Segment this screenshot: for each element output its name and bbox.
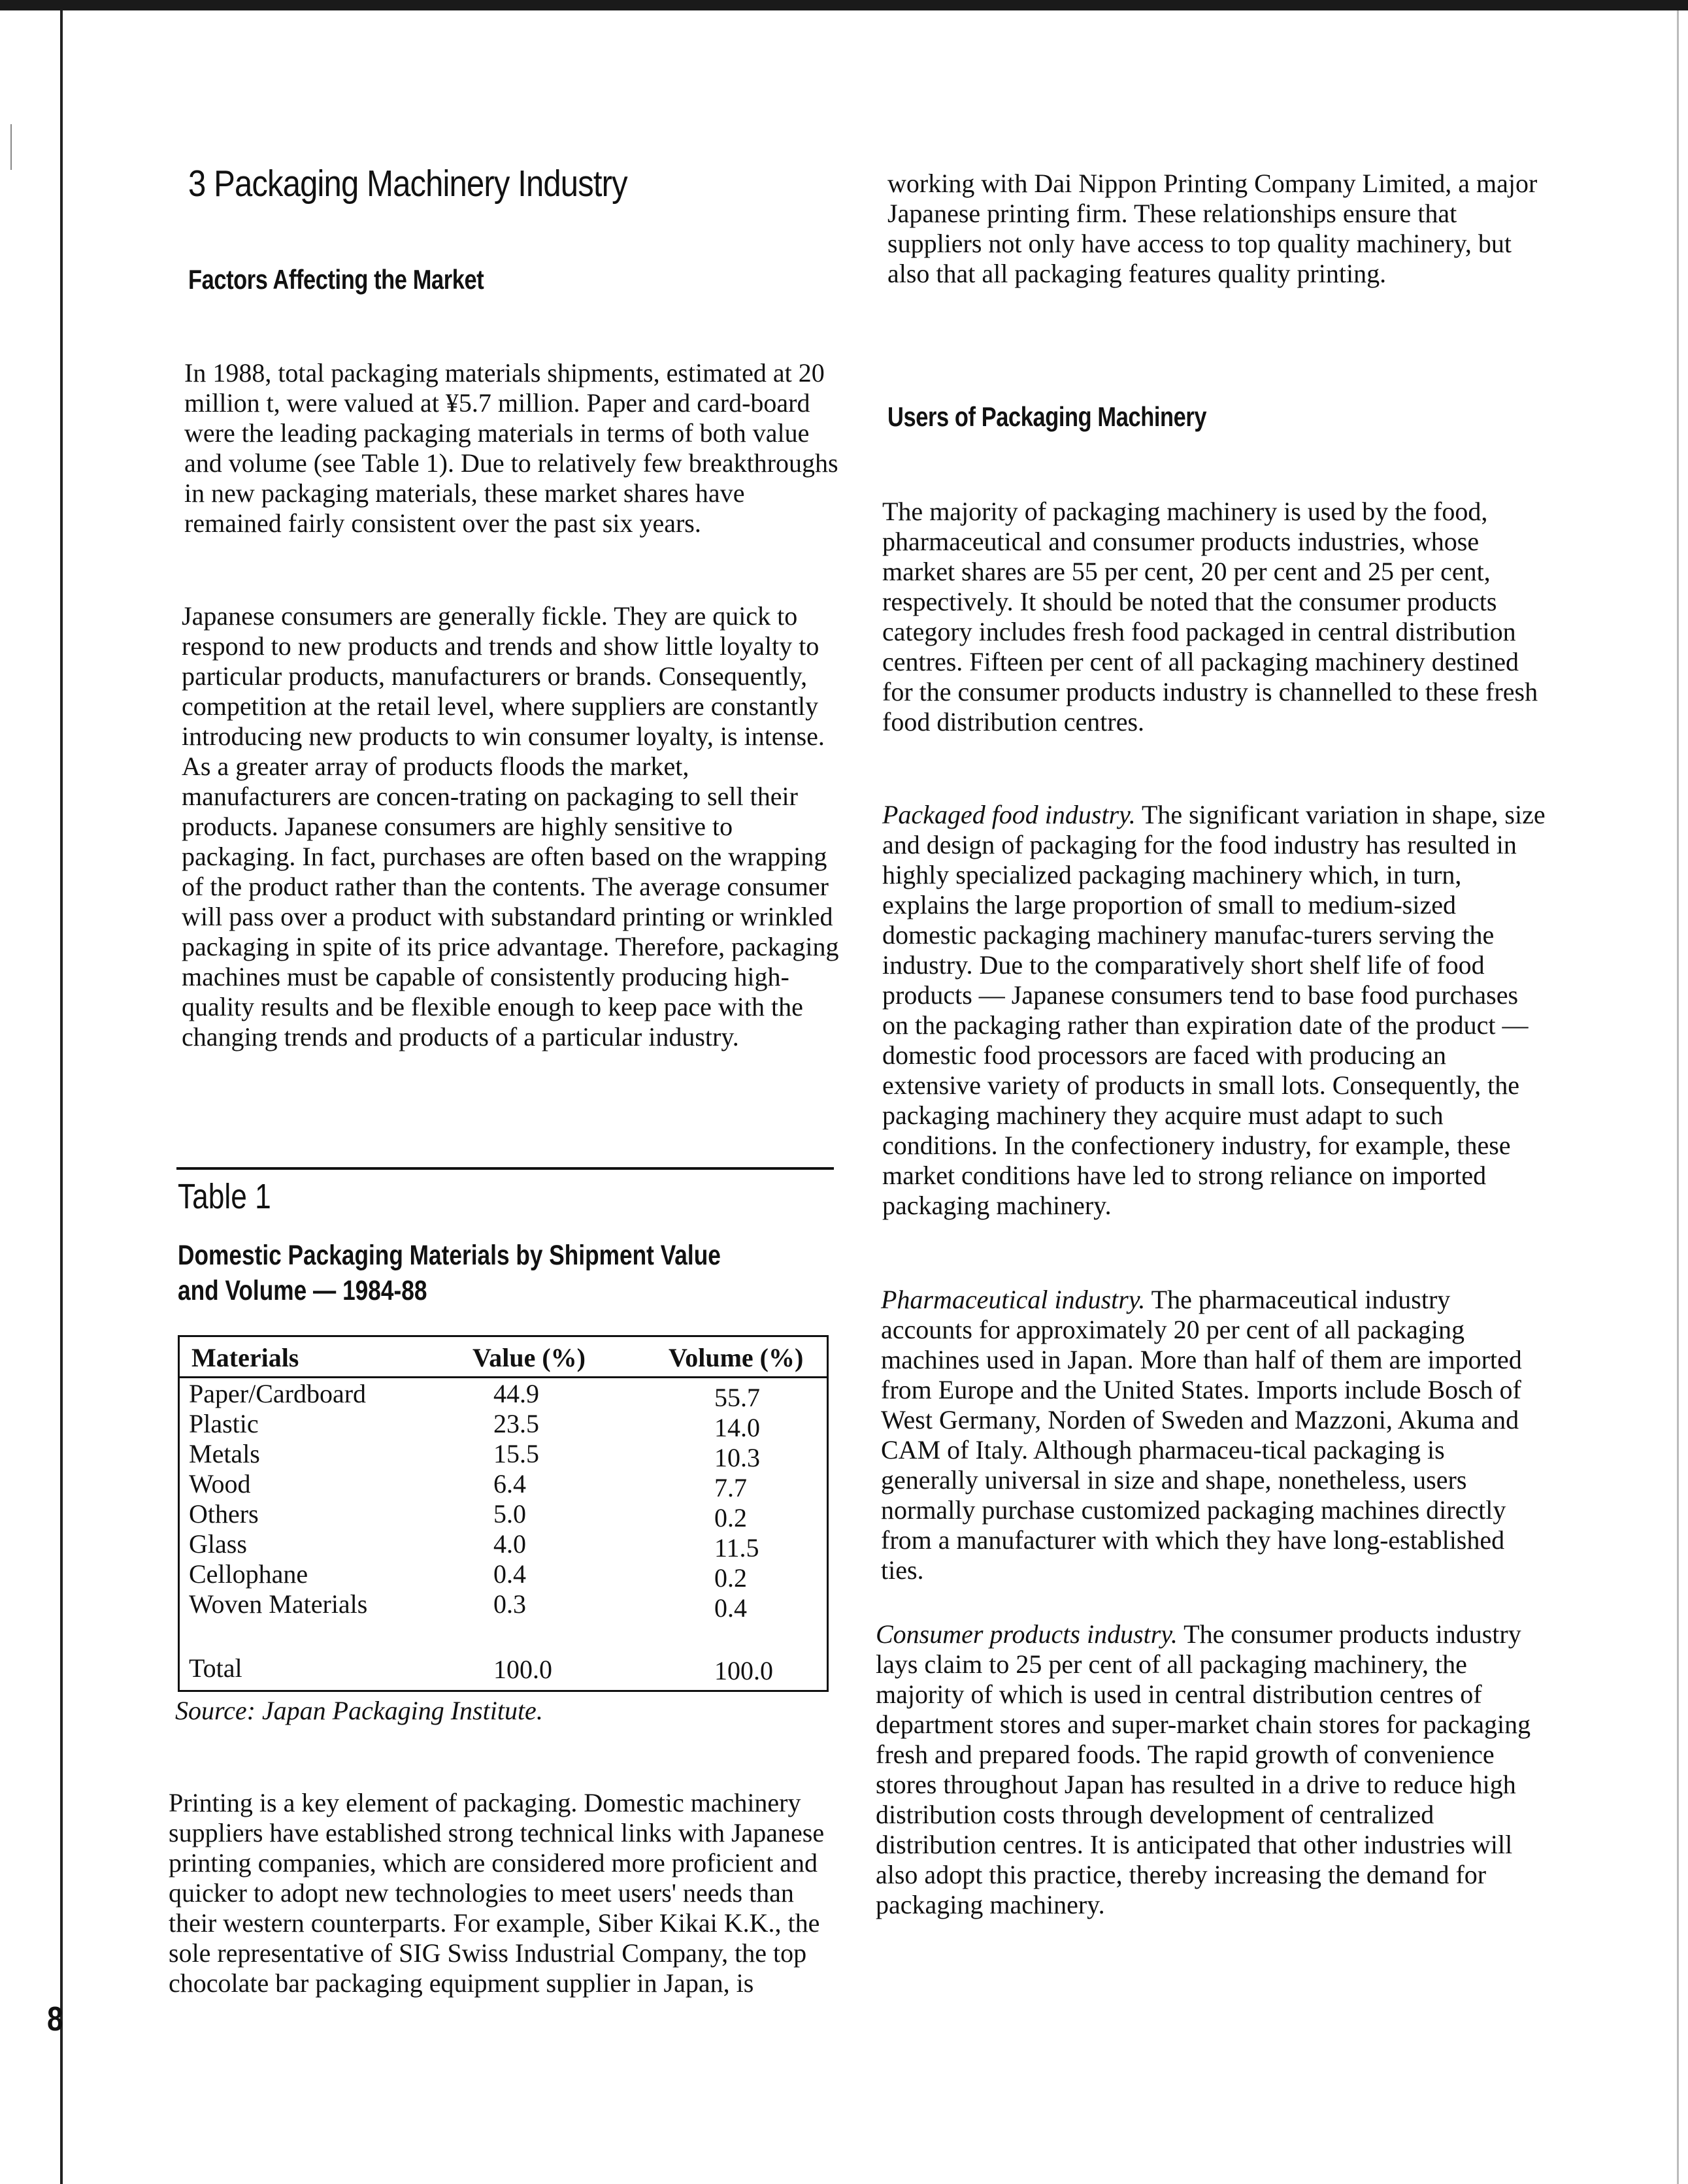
cell-total-label: Total <box>189 1653 242 1683</box>
page-number: 8 <box>47 2000 63 2038</box>
cell-volume: 0.2 <box>714 1563 747 1593</box>
cell-volume: 11.5 <box>714 1533 759 1563</box>
cell-material: Metals <box>189 1439 260 1468</box>
cell-volume: 55.7 <box>714 1383 760 1412</box>
cell-material: Others <box>189 1499 259 1529</box>
paragraph-shipments: In 1988, total packaging materials shipments, estimated at 20 million t, were valued at ¥5.7 million. Paper and card-board were the leading packaging materials in terms of both value and volume (see Table 1). Due to relatively few breakthroughs in new packaging materials, these market shares have remained fairly consistent over the past six years. <box>184 358 838 538</box>
cell-material: Woven Materials <box>189 1589 368 1619</box>
paragraph-majority: The majority of packaging machinery is used by the food, pharmaceutical and consumer products industries, whose market shares are 55 per cent, 20 per cent and 25 per cent, respectively. It should be noted that the consumer products category includes fresh food packaged in central distribution centres. Fifteen per cent of all packaging machinery destined for the consumer products industry is channelled to these fresh food distribution centres. <box>882 497 1538 736</box>
scan-mark <box>10 124 12 170</box>
paragraph-consumers: Japanese consumers are generally fickle. They are quick to respond to new products and trends and show little loyalty to particular products, manufacturers or brands. Consequently, competition at the retail level, where suppliers are constantly introducing new products to win consumer loyalty, is intense. As a greater array of products floods the market, manufacturers are concen-trating on packaging to sell their products. Japanese consumers are highly sensitive to packaging. In fact, purchases are often based on the wrapping of the product rather than the contents. The average consumer will pass over a product with substandard printing or wrinkled packaging in spite of its price advantage. Therefore, packaging machines must be capable of consistently producing high-quality results and be flexible enough to keep pace with the changing trends and products of a particular industry. <box>182 601 839 1051</box>
cell-material: Wood <box>189 1469 251 1498</box>
cell-value: 0.4 <box>493 1559 526 1589</box>
table-header-row <box>180 1337 827 1378</box>
lead-consumer-products: Consumer products industry. <box>876 1619 1178 1649</box>
cell-total-volume: 100.0 <box>714 1656 773 1685</box>
cell-volume: 0.4 <box>714 1593 747 1623</box>
text-consumer-products: The consumer products industry lays claim to 25 per cent of all packaging machinery, the majority of which is used in central distribution centres of department stores and super-market chain stores for packaging fresh and prepared foods. The rapid growth of convenience stores throughout Japan has resulted in a drive to reduce high distribution costs through development of centralized distribution centres. It is anticipated that other industries will also adopt this practice, thereby increasing the demand for packaging machinery. <box>876 1619 1531 1919</box>
paragraph-dai-nippon: working with Dai Nippon Printing Company Limited, a major Japanese printing firm. These relationships ensure that suppliers not only have access to top quality machinery, but also that all packaging features quality printing. <box>887 169 1538 288</box>
right-page-edge <box>1677 10 1679 2184</box>
paragraph-consumer-products <box>876 1619 1542 1920</box>
paragraph-printing: Printing is a key element of packaging. Domestic machinery suppliers have established strong technical links with Japanese printing companies, which are considered more proficient and quicker to adopt new technologies to meet users' needs than their western counterparts. For example, Siber Kikai K.K., the sole representative of SIG Swiss Industrial Company, the top chocolate bar packaging equipment supplier in Japan, is <box>169 1788 825 1998</box>
left-margin-rule <box>60 10 63 2184</box>
section-heading-factors: Factors Affecting the Market <box>188 264 484 295</box>
cell-volume: 0.2 <box>714 1503 747 1532</box>
header-volume: Volume (%) <box>669 1343 804 1372</box>
header-value: Value (%) <box>472 1343 586 1372</box>
cell-value: 15.5 <box>493 1439 539 1468</box>
paragraph-pharmaceutical <box>881 1285 1547 1585</box>
text-packaged-food: The significant variation in shape, size and design of packaging for the food industry has resulted in highly specialized packaging machinery which, in turn, explains the large proportion of small to medium-sized domestic packaging machinery manufac-turers serving the industry. Due to the comparatively short shelf life of food products — Japanese consumers tend to base food purchases on the packaging rather than expiration date of the product — domestic food processors are faced with producing an extensive variety of products in small lots. Consequently, the packaging machinery they acquire must adapt to such conditions. In the confectionery industry, for example, these market conditions have led to strong reliance on imported packaging machinery. <box>882 800 1546 1220</box>
lead-pharmaceutical: Pharmaceutical industry. <box>881 1285 1146 1314</box>
cell-material: Plastic <box>189 1409 259 1438</box>
cell-material: Cellophane <box>189 1559 308 1589</box>
table-top-rule <box>176 1167 834 1170</box>
chapter-title: 3 Packaging Machinery Industry <box>188 163 627 205</box>
materials-table <box>178 1335 829 1692</box>
table-label: Table 1 <box>178 1177 271 1216</box>
scan-top-border <box>0 0 1688 10</box>
table-caption: Domestic Packaging Materials by Shipment Value and Volume — 1984-88 <box>178 1240 721 1306</box>
cell-material: Glass <box>189 1529 247 1559</box>
cell-value: 44.9 <box>493 1379 539 1408</box>
cell-value: 5.0 <box>493 1499 526 1529</box>
cell-value: 4.0 <box>493 1529 526 1559</box>
cell-value: 6.4 <box>493 1469 526 1498</box>
cell-volume: 14.0 <box>714 1413 760 1442</box>
lead-packaged-food: Packaged food industry. <box>882 800 1136 829</box>
cell-volume: 7.7 <box>714 1473 747 1502</box>
table-source: Source: Japan Packaging Institute. <box>175 1696 543 1725</box>
header-materials: Materials <box>191 1343 299 1372</box>
cell-material: Paper/Cardboard <box>189 1379 367 1408</box>
paragraph-packaged-food <box>882 800 1549 1221</box>
text-pharmaceutical: The pharmaceutical industry accounts for approximately 20 per cent of all packaging machines used in Japan. More than half of them are imported from Europe and the United States. Imports include Bosch of West Germany, Norden of Sweden and Mazzoni, Akuma and CAM of Italy. Although pharmaceu-tical packaging is generally universal in size and shape, nonetheless, users normally purchase customized packaging machines directly from a manufacturer with which they have long-established ties. <box>881 1285 1522 1585</box>
cell-value: 23.5 <box>493 1409 539 1438</box>
cell-total-value: 100.0 <box>493 1655 552 1684</box>
cell-volume: 10.3 <box>714 1443 760 1472</box>
cell-value: 0.3 <box>493 1589 526 1619</box>
section-heading-users: Users of Packaging Machinery <box>887 401 1207 432</box>
